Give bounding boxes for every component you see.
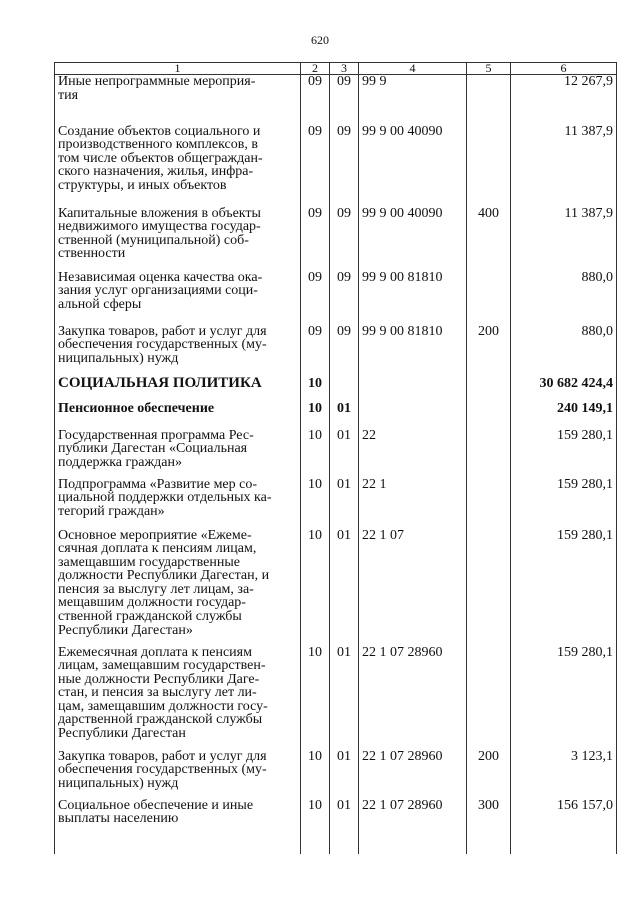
row-section-cell: 09	[301, 325, 330, 377]
row-expense-type-cell: 400	[467, 207, 511, 271]
row-target-code-cell: 22 1 07 28960	[359, 750, 467, 799]
row-target-code-cell: 22 1 07	[359, 529, 467, 646]
table-header-row	[55, 63, 617, 75]
row-expense-type-cell: 300	[467, 799, 511, 854]
row-section-cell: 09	[301, 125, 330, 207]
row-expense-type-cell	[467, 429, 511, 478]
row-subsection-cell: 09	[330, 207, 359, 271]
row-amount-cell: 880,0	[511, 325, 617, 377]
row-amount-cell: 159 280,1	[511, 429, 617, 478]
col-header-amount: 6	[511, 63, 617, 75]
row-target-code-cell: 22 1 07 28960	[359, 799, 467, 854]
row-expense-type-cell	[467, 125, 511, 207]
row-section-cell: 10	[301, 429, 330, 478]
row-expense-type-cell	[467, 271, 511, 325]
row-subsection-cell: 09	[330, 325, 359, 377]
row-name-cell: Закупка товаров, работ и услуг для обеспечения государственных (му- ниципальных) нужд	[55, 750, 301, 799]
row-name-cell: Государственная программа Рес- публики Дагестан «Социальная поддержка граждан»	[55, 429, 301, 478]
row-subsection-cell: 01	[330, 646, 359, 750]
row-amount-cell: 30 682 424,4	[511, 377, 617, 402]
row-section-cell: 10	[301, 529, 330, 646]
table-row	[55, 377, 617, 402]
table-body	[55, 75, 617, 854]
col-header-expense-type: 5	[467, 63, 511, 75]
row-section-cell: 10	[301, 377, 330, 402]
row-section-cell: 09	[301, 271, 330, 325]
row-section-cell: 10	[301, 750, 330, 799]
row-amount-cell: 159 280,1	[511, 646, 617, 750]
row-section-cell: 09	[301, 207, 330, 271]
row-target-code-cell: 99 9 00 40090	[359, 125, 467, 207]
row-name-cell: СОЦИАЛЬНАЯ ПОЛИТИКА	[55, 377, 301, 402]
row-amount-cell: 3 123,1	[511, 750, 617, 799]
table-row	[55, 478, 617, 529]
row-expense-type-cell: 200	[467, 750, 511, 799]
table-row	[55, 125, 617, 207]
row-name-cell: Основное мероприятие «Ежеме- сячная доплата к пенсиям лицам, замещавшим государственные должности Республики Дагестан, и пенсия за выслугу лет лицам, за- мещавшим должности государ- ственной гражданской службы Республики Дагестан»	[55, 529, 301, 646]
row-target-code-cell	[359, 377, 467, 402]
row-expense-type-cell	[467, 478, 511, 529]
row-amount-cell: 240 149,1	[511, 402, 617, 429]
table-row	[55, 429, 617, 478]
col-header-section: 2	[301, 63, 330, 75]
col-header-target-code: 4	[359, 63, 467, 75]
row-subsection-cell: 01	[330, 429, 359, 478]
table-row	[55, 207, 617, 271]
row-section-cell: 10	[301, 478, 330, 529]
row-name-cell: Закупка товаров, работ и услуг для обеспечения государственных (му- ниципальных) нужд	[55, 325, 301, 377]
row-target-code-cell: 99 9 00 81810	[359, 271, 467, 325]
row-target-code-cell: 99 9 00 40090	[359, 207, 467, 271]
row-target-code-cell: 22 1	[359, 478, 467, 529]
table-row	[55, 799, 617, 854]
row-name-cell: Создание объектов социального и производственного комплексов, в том числе объектов общеграждан- ского назначения, жилья, инфра- структуры, и иных объектов	[55, 125, 301, 207]
row-section-cell: 10	[301, 799, 330, 854]
row-name-cell: Социальное обеспечение и иные выплаты населению	[55, 799, 301, 854]
row-subsection-cell: 01	[330, 478, 359, 529]
row-subsection-cell: 09	[330, 75, 359, 125]
row-name-cell: Капитальные вложения в объекты недвижимого имущества государ- ственной (муниципальной) соб- ственности	[55, 207, 301, 271]
row-subsection-cell	[330, 377, 359, 402]
row-amount-cell: 156 157,0	[511, 799, 617, 854]
table-row	[55, 646, 617, 750]
budget-table	[54, 62, 617, 854]
row-expense-type-cell	[467, 402, 511, 429]
row-name-cell: Иные непрограммные мероприя- тия	[55, 75, 301, 125]
row-subsection-cell: 01	[330, 529, 359, 646]
col-header-subsection: 3	[330, 63, 359, 75]
table-row	[55, 271, 617, 325]
row-name-cell: Пенсионное обеспечение	[55, 402, 301, 429]
row-amount-cell: 159 280,1	[511, 478, 617, 529]
row-expense-type-cell	[467, 529, 511, 646]
table-row	[55, 402, 617, 429]
col-header-name: 1	[55, 63, 301, 75]
row-subsection-cell: 01	[330, 402, 359, 429]
row-subsection-cell: 09	[330, 271, 359, 325]
page-number: 620	[311, 33, 329, 47]
row-subsection-cell: 01	[330, 750, 359, 799]
row-amount-cell: 12 267,9	[511, 75, 617, 125]
row-amount-cell: 11 387,9	[511, 207, 617, 271]
row-section-cell: 10	[301, 646, 330, 750]
row-section-cell: 09	[301, 75, 330, 125]
table-row	[55, 529, 617, 646]
table-row	[55, 75, 617, 125]
row-target-code-cell: 22	[359, 429, 467, 478]
row-subsection-cell: 01	[330, 799, 359, 854]
row-name-cell: Ежемесячная доплата к пенсиям лицам, замещавшим государствен- ные должности Республики Даге- стан, и пенсия за выслугу лет ли- цам, замещавшим должности госу- дарственной гражданской службы Республики Дагестан	[55, 646, 301, 750]
row-amount-cell: 159 280,1	[511, 529, 617, 646]
row-target-code-cell: 99 9 00 81810	[359, 325, 467, 377]
row-expense-type-cell	[467, 646, 511, 750]
row-expense-type-cell	[467, 75, 511, 125]
row-expense-type-cell	[467, 377, 511, 402]
table-row	[55, 325, 617, 377]
table-row	[55, 750, 617, 799]
row-section-cell: 10	[301, 402, 330, 429]
row-target-code-cell	[359, 402, 467, 429]
row-amount-cell: 11 387,9	[511, 125, 617, 207]
row-expense-type-cell: 200	[467, 325, 511, 377]
row-amount-cell: 880,0	[511, 271, 617, 325]
row-subsection-cell: 09	[330, 125, 359, 207]
row-name-cell: Независимая оценка качества ока- зания услуг организациями соци- альной сферы	[55, 271, 301, 325]
row-name-cell: Подпрограмма «Развитие мер со- циальной поддержки отдельных ка- тегорий граждан»	[55, 478, 301, 529]
row-target-code-cell: 99 9	[359, 75, 467, 125]
row-target-code-cell: 22 1 07 28960	[359, 646, 467, 750]
